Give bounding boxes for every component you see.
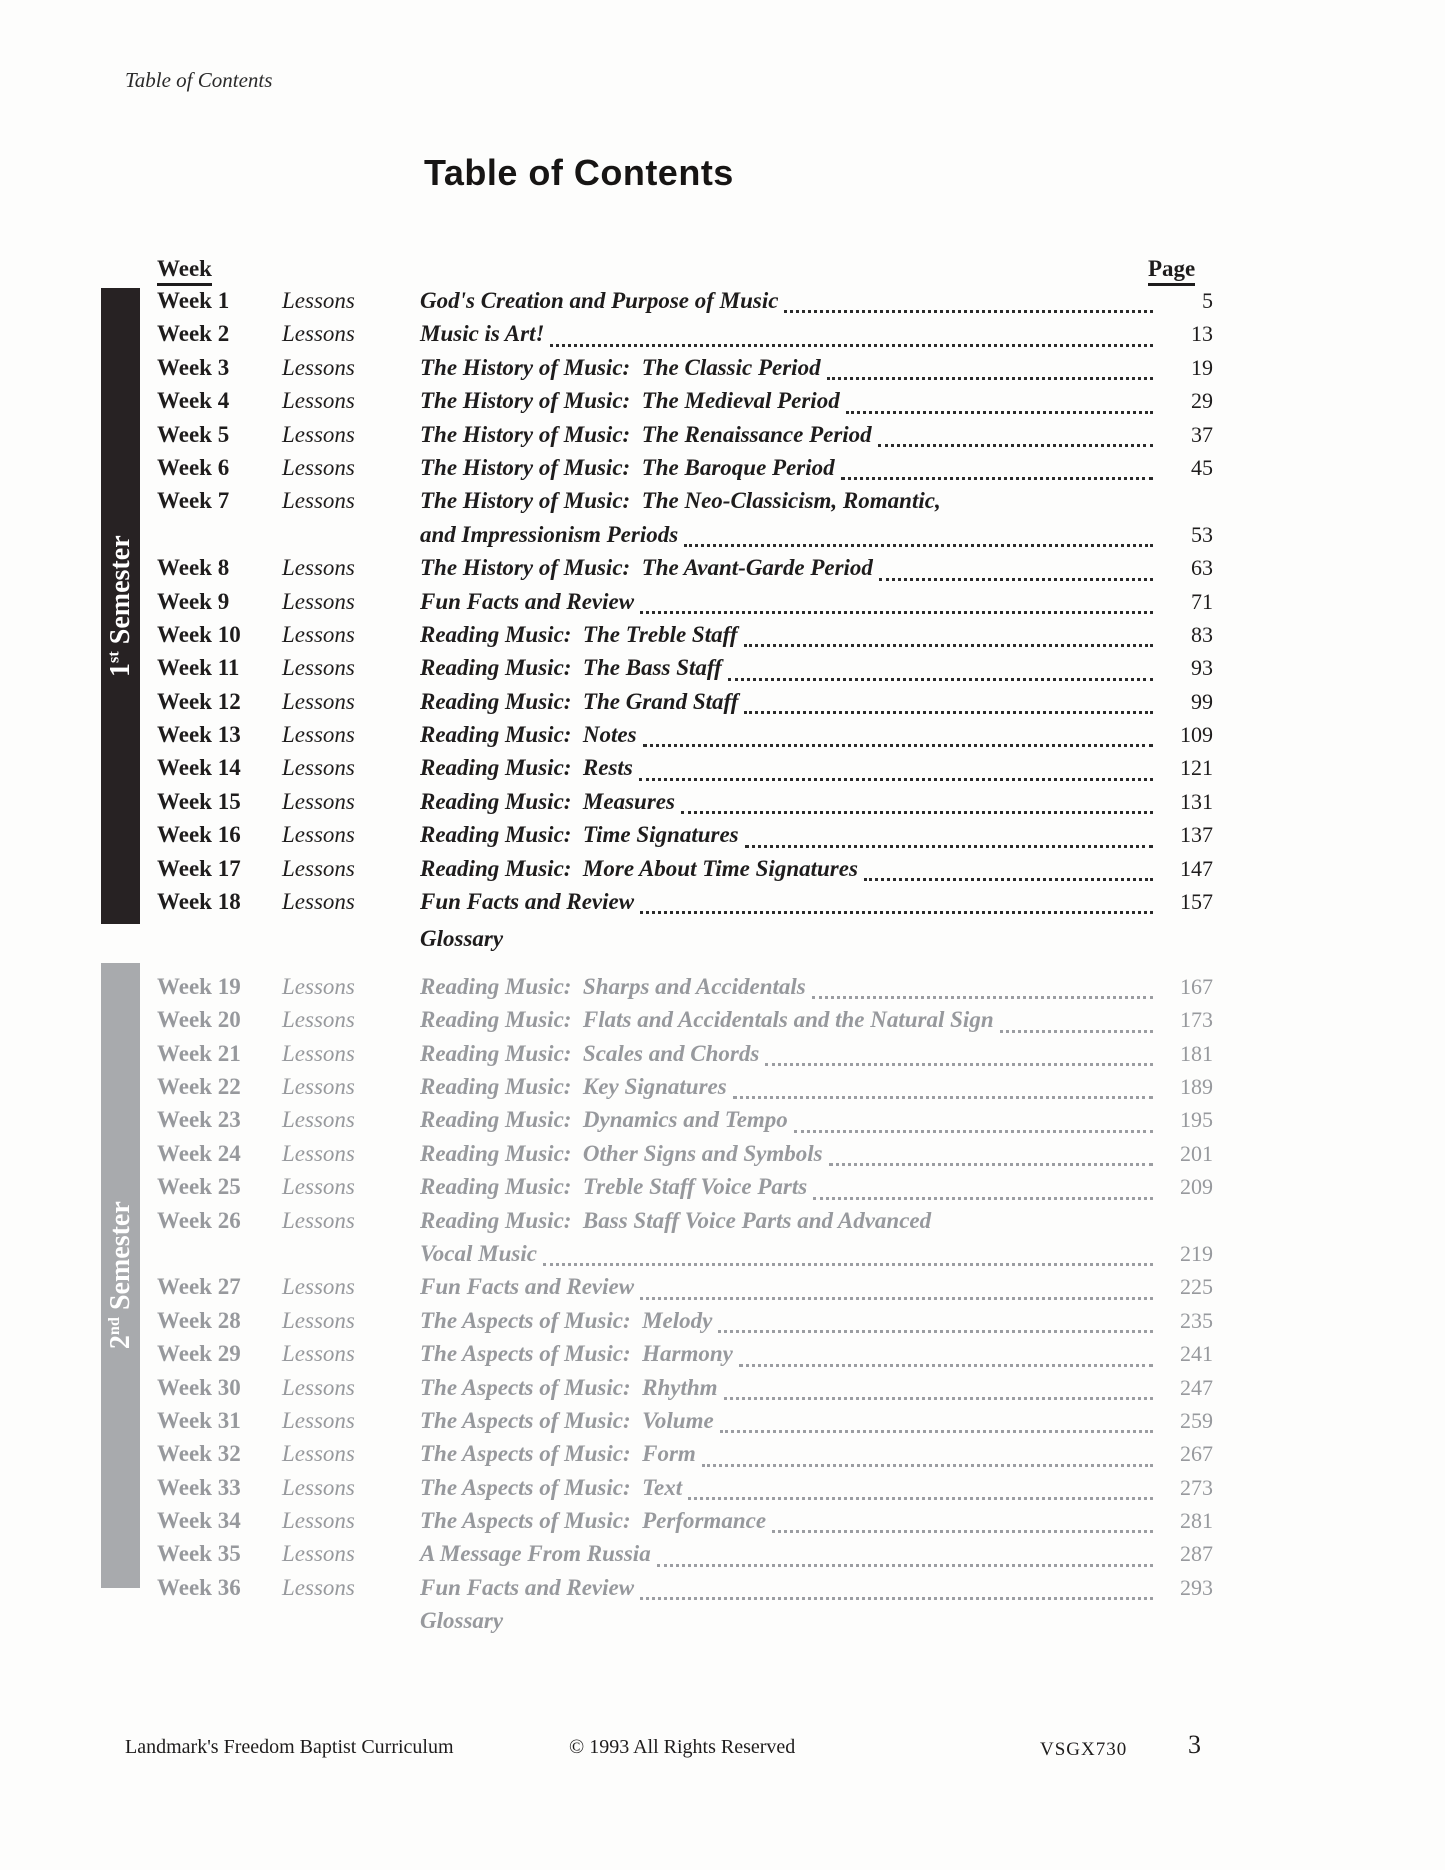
page-number: 19 [1191, 354, 1213, 380]
week-label: Week 14 [157, 755, 241, 781]
lessons-label: Lessons [282, 889, 355, 915]
page-number: 259 [1180, 1407, 1213, 1433]
week-label: Week 3 [157, 354, 230, 380]
toc-row [157, 1341, 1213, 1374]
lessons-label: Lessons [282, 855, 355, 881]
entry-title: Fun Facts and Review [420, 889, 635, 915]
week-label: Week 25 [157, 1174, 241, 1200]
week-label: Week 17 [157, 855, 241, 881]
dot-leader [720, 1430, 1153, 1433]
toc-row [157, 1508, 1213, 1541]
lessons-label: Lessons [282, 1374, 355, 1400]
page-number: 71 [1191, 588, 1213, 614]
week-label: Week 19 [157, 973, 241, 999]
week-label: Week 35 [157, 1541, 241, 1567]
lessons-label: Lessons [282, 388, 355, 414]
week-label: Week 33 [157, 1474, 241, 1500]
toc-row [157, 1408, 1213, 1441]
entry-title: Reading Music: Treble Staff Voice Parts [420, 1174, 808, 1200]
entry-title: The History of Music: The Neo-Classicism, Romantic, [420, 488, 941, 514]
page-number: 273 [1180, 1474, 1213, 1500]
footer-publisher: Landmark's Freedom Baptist Curriculum [125, 1736, 454, 1758]
entry-title: The History of Music: The Baroque Period [420, 454, 835, 480]
column-header-week: Week [157, 256, 212, 286]
week-label: Week 12 [157, 688, 241, 714]
page-number: 29 [1191, 388, 1213, 414]
entry-title: Reading Music: Other Signs and Symbols [420, 1140, 823, 1166]
page-number: 235 [1180, 1307, 1213, 1333]
semester1-ordinal: st [104, 651, 123, 663]
dot-leader [657, 1564, 1153, 1567]
week-label: Week 1 [157, 288, 230, 313]
dot-leader [550, 344, 1153, 347]
toc-row [157, 288, 1213, 321]
footer-copyright: © 1993 All Rights Reserved [569, 1736, 796, 1758]
entry-title: Glossary [420, 926, 504, 952]
entry-title: The Aspects of Music: Text [420, 1474, 683, 1500]
lessons-label: Lessons [282, 788, 355, 814]
dot-leader [846, 411, 1153, 414]
week-label: Week 28 [157, 1307, 241, 1333]
lessons-label: Lessons [282, 1307, 355, 1333]
dot-leader [864, 878, 1153, 881]
toc-row [157, 1274, 1213, 1307]
dot-leader [640, 611, 1153, 614]
entry-title: Reading Music: Bass Staff Voice Parts and Advanced [420, 1207, 932, 1233]
page-number: 131 [1180, 788, 1213, 814]
lessons-label: Lessons [282, 488, 355, 514]
page-number: 201 [1180, 1140, 1213, 1166]
week-label: Week 8 [157, 555, 230, 581]
toc-row [157, 422, 1213, 455]
dot-leader [718, 1330, 1153, 1333]
entry-title: Reading Music: Time Signatures [420, 822, 739, 848]
dot-leader [702, 1464, 1153, 1467]
dot-leader [812, 996, 1153, 999]
toc-row [157, 722, 1213, 755]
week-label: Week 13 [157, 722, 241, 748]
entry-title: The Aspects of Music: Volume [420, 1407, 714, 1433]
week-label: Week 10 [157, 621, 241, 647]
lessons-label: Lessons [282, 454, 355, 480]
lessons-label: Lessons [282, 1574, 355, 1600]
dot-leader [688, 1497, 1153, 1500]
entry-title: Fun Facts and Review [420, 1574, 635, 1600]
lessons-label: Lessons [282, 688, 355, 714]
entry-title: The Aspects of Music: Rhythm [420, 1374, 718, 1400]
lessons-label: Lessons [282, 588, 355, 614]
toc-row [157, 889, 1213, 922]
lessons-label: Lessons [282, 1407, 355, 1433]
entry-title: The History of Music: The Classic Period [420, 354, 821, 380]
toc-row [157, 1475, 1213, 1508]
entry-title: The Aspects of Music: Performance [420, 1508, 767, 1534]
toc-row [157, 1375, 1213, 1408]
dot-leader [733, 1096, 1153, 1099]
page-title: Table of Contents [424, 152, 734, 193]
toc-row [157, 974, 1213, 1007]
dot-leader [543, 1263, 1153, 1266]
entry-title: The Aspects of Music: Melody [420, 1307, 713, 1333]
toc-row [157, 321, 1213, 354]
toc-row [157, 555, 1213, 588]
toc-row [157, 488, 1213, 521]
dot-leader [643, 744, 1153, 747]
page-number: 37 [1191, 421, 1213, 447]
week-label: Week 20 [157, 1007, 241, 1033]
toc-row [157, 689, 1213, 722]
toc-row [157, 589, 1213, 622]
week-label: Week 4 [157, 388, 230, 414]
entry-title: Reading Music: Scales and Chords [420, 1040, 760, 1066]
toc-row [157, 1441, 1213, 1474]
toc-row [157, 1608, 1213, 1641]
page-number: 93 [1191, 655, 1213, 681]
lessons-label: Lessons [282, 621, 355, 647]
week-label: Week 30 [157, 1374, 241, 1400]
dot-leader [639, 778, 1153, 781]
page-number: 147 [1180, 855, 1213, 881]
week-label: Week 9 [157, 588, 230, 614]
dot-leader [829, 1163, 1153, 1166]
toc-row [157, 1541, 1213, 1574]
page-number: 99 [1191, 688, 1213, 714]
toc-row [157, 1007, 1213, 1040]
entry-title: Reading Music: Flats and Accidentals and the Natural Sign [420, 1007, 994, 1033]
lessons-label: Lessons [282, 1207, 355, 1233]
page-number: 281 [1180, 1508, 1213, 1534]
lessons-label: Lessons [282, 755, 355, 781]
toc-row [157, 355, 1213, 388]
dot-leader [640, 1297, 1153, 1300]
dot-leader [879, 578, 1153, 581]
lessons-label: Lessons [282, 973, 355, 999]
lessons-label: Lessons [282, 1341, 355, 1367]
dot-leader [772, 1530, 1153, 1533]
footer-product-code: VSGX730 [1040, 1739, 1128, 1760]
lessons-label: Lessons [282, 1073, 355, 1099]
entry-title: Reading Music: Notes [420, 722, 637, 748]
lessons-label: Lessons [282, 1508, 355, 1534]
semester1-number: 1 [104, 662, 136, 677]
entry-title: and Impressionism Periods [420, 521, 679, 547]
entry-title: Reading Music: Key Signatures [420, 1073, 727, 1099]
page-number: 13 [1191, 321, 1213, 347]
toc-row [157, 1041, 1213, 1074]
week-label: Week 11 [157, 655, 240, 681]
lessons-label: Lessons [282, 555, 355, 581]
toc-row [157, 1074, 1213, 1107]
dot-leader [784, 310, 1153, 313]
entry-title: Reading Music: More About Time Signatures [420, 855, 858, 881]
page-number: 241 [1180, 1341, 1213, 1367]
page-number: 247 [1180, 1374, 1213, 1400]
dot-leader [744, 644, 1153, 647]
week-label: Week 16 [157, 822, 241, 848]
lessons-label: Lessons [282, 655, 355, 681]
entry-title: Reading Music: Sharps and Accidentals [420, 973, 806, 999]
week-label: Week 2 [157, 321, 230, 347]
toc-row [157, 1141, 1213, 1174]
entry-title: Reading Music: Rests [420, 755, 633, 781]
toc-row [157, 1308, 1213, 1341]
toc-row [157, 755, 1213, 788]
week-label: Week 22 [157, 1073, 241, 1099]
page-number: 293 [1180, 1574, 1213, 1600]
week-label: Week 32 [157, 1441, 241, 1467]
entry-title: A Message From Russia [420, 1541, 651, 1567]
dot-leader [724, 1397, 1153, 1400]
toc-row [157, 622, 1213, 655]
entry-title: Reading Music: Measures [420, 788, 675, 814]
entry-title: The History of Music: The Renaissance Period [420, 421, 872, 447]
lessons-label: Lessons [282, 1441, 355, 1467]
toc-row [157, 926, 1213, 959]
dot-leader [827, 377, 1153, 380]
dot-leader [745, 845, 1153, 848]
page-number: 63 [1191, 555, 1213, 581]
toc-row [157, 1208, 1213, 1241]
dot-leader [728, 678, 1153, 681]
page-number: 189 [1180, 1073, 1213, 1099]
week-label: Week 24 [157, 1140, 241, 1166]
week-label: Week 26 [157, 1207, 241, 1233]
toc-row [157, 856, 1213, 889]
page-number: 121 [1180, 755, 1213, 781]
dot-leader [640, 911, 1153, 914]
week-label: Week 15 [157, 788, 241, 814]
page-number: 173 [1180, 1007, 1213, 1033]
lessons-label: Lessons [282, 822, 355, 848]
lessons-label: Lessons [282, 1274, 355, 1300]
toc-row [157, 655, 1213, 688]
lessons-label: Lessons [282, 722, 355, 748]
week-label: Week 21 [157, 1040, 241, 1066]
lessons-label: Lessons [282, 321, 355, 347]
dot-leader [681, 811, 1153, 814]
dot-leader [684, 544, 1153, 547]
week-label: Week 23 [157, 1107, 241, 1133]
page-number: 209 [1180, 1174, 1213, 1200]
lessons-label: Lessons [282, 1174, 355, 1200]
dot-leader [739, 1364, 1153, 1367]
lessons-label: Lessons [282, 354, 355, 380]
lessons-label: Lessons [282, 1007, 355, 1033]
entry-title: The History of Music: The Avant-Garde Period [420, 555, 873, 581]
entry-title: The Aspects of Music: Harmony [420, 1341, 733, 1367]
week-label: Week 5 [157, 421, 230, 447]
toc-row [157, 1107, 1213, 1140]
semester2-ordinal: nd [104, 1317, 123, 1336]
toc-row [157, 1575, 1213, 1608]
page-number: 5 [1202, 288, 1213, 313]
week-label: Week 18 [157, 889, 241, 915]
entry-title: Reading Music: The Treble Staff [420, 621, 738, 647]
dot-leader [813, 1197, 1153, 1200]
entry-title: Fun Facts and Review [420, 1274, 635, 1300]
toc-row [157, 455, 1213, 488]
page-number: 167 [1180, 973, 1213, 999]
page-number: 219 [1180, 1240, 1213, 1266]
dot-leader [765, 1063, 1153, 1066]
entry-title: Vocal Music [420, 1240, 537, 1266]
entry-title: God's Creation and Purpose of Music [420, 288, 779, 313]
semester1-label [101, 288, 140, 924]
lessons-label: Lessons [282, 1140, 355, 1166]
entry-title: Music is Art! [420, 321, 545, 347]
dot-leader [878, 444, 1153, 447]
dot-leader [1000, 1030, 1153, 1033]
footer-page-number: 3 [1188, 1730, 1201, 1759]
week-label: Week 27 [157, 1274, 241, 1300]
page-number: 109 [1180, 722, 1213, 748]
toc-row [157, 522, 1213, 555]
running-head: Table of Contents [125, 68, 273, 92]
page-number: 137 [1180, 822, 1213, 848]
week-label: Week 6 [157, 454, 230, 480]
week-label: Week 36 [157, 1574, 241, 1600]
page-number: 157 [1180, 889, 1213, 915]
lessons-label: Lessons [282, 421, 355, 447]
semester2-word: Semester [104, 1201, 136, 1318]
toc-row [157, 1241, 1213, 1274]
toc-row [157, 789, 1213, 822]
entry-title: Fun Facts and Review [420, 588, 635, 614]
week-label: Week 31 [157, 1407, 241, 1433]
week-label: Week 7 [157, 488, 230, 514]
page-number: 195 [1180, 1107, 1213, 1133]
page-number: 83 [1191, 621, 1213, 647]
entry-title: Reading Music: The Grand Staff [420, 688, 739, 714]
page-number: 267 [1180, 1441, 1213, 1467]
page-number: 45 [1191, 454, 1213, 480]
page-number: 225 [1180, 1274, 1213, 1300]
dot-leader [841, 477, 1153, 480]
week-label: Week 34 [157, 1508, 241, 1534]
toc-list [157, 288, 1213, 1642]
lessons-label: Lessons [282, 1474, 355, 1500]
dot-leader [794, 1130, 1153, 1133]
semester2-label [101, 963, 140, 1588]
lessons-label: Lessons [282, 288, 355, 313]
dot-leader [640, 1597, 1153, 1600]
semester2-number: 2 [104, 1335, 136, 1350]
page-number: 53 [1191, 521, 1213, 547]
page-number: 287 [1180, 1541, 1213, 1567]
entry-title: Reading Music: Dynamics and Tempo [420, 1107, 788, 1133]
toc-row [157, 1174, 1213, 1207]
lessons-label: Lessons [282, 1107, 355, 1133]
week-label: Week 29 [157, 1341, 241, 1367]
page-number: 181 [1180, 1040, 1213, 1066]
semester1-word: Semester [104, 535, 136, 652]
entry-title: The History of Music: The Medieval Period [420, 388, 840, 414]
lessons-label: Lessons [282, 1541, 355, 1567]
entry-title: Reading Music: The Bass Staff [420, 655, 722, 681]
column-header-page: Page [1148, 256, 1195, 286]
toc-row [157, 822, 1213, 855]
entry-title: Glossary [420, 1608, 504, 1634]
toc-row [157, 388, 1213, 421]
dot-leader [744, 711, 1153, 714]
entry-title: The Aspects of Music: Form [420, 1441, 696, 1467]
lessons-label: Lessons [282, 1040, 355, 1066]
